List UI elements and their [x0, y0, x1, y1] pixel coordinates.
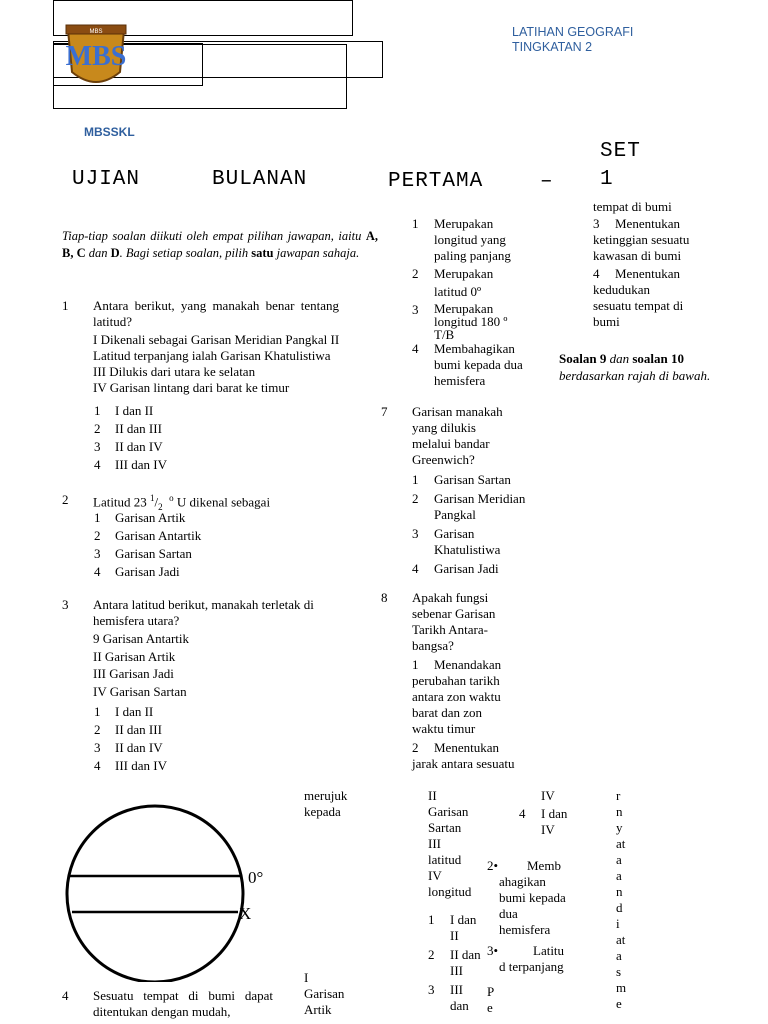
label-zero-degree: 0°	[248, 868, 264, 887]
title-line-1: LATIHAN GEOGRAFI	[512, 25, 634, 39]
option-line: bumi	[593, 314, 620, 329]
exam-title-word: 1	[600, 168, 614, 191]
option-text: Garisan Artik	[115, 510, 186, 525]
instructions-text: dan	[85, 246, 111, 260]
fraction-slash: /	[154, 494, 159, 510]
option-continuation	[593, 232, 689, 264]
fragment-line: I	[304, 970, 309, 985]
option-text: III dan IV	[115, 457, 167, 472]
instructions	[62, 228, 378, 262]
exam-title-word: –	[540, 170, 554, 193]
bullet-number: 3•	[487, 943, 499, 958]
fragment-line: merujuk	[304, 788, 348, 803]
instructions-text: D	[110, 246, 120, 260]
fragment-line: dua	[499, 906, 518, 921]
option-continuation	[412, 756, 515, 772]
option-text: I dan II	[115, 403, 154, 418]
option-number: 2	[428, 947, 435, 962]
option-number: 3	[412, 526, 419, 541]
fragment-char: i	[616, 916, 620, 931]
answer-option[interactable]	[428, 982, 495, 1014]
question-number: 1	[62, 298, 69, 313]
question-number: 7	[381, 404, 388, 419]
statement: Latitud terpanjang ialah Garisan Khatulistiwa	[93, 348, 331, 363]
option-text: I dan II	[115, 704, 154, 719]
fragment-line: Garisan	[428, 804, 469, 819]
option-number: 2	[412, 740, 419, 755]
statement: III Garisan Jadi	[93, 666, 174, 681]
instructions-text: Tiap-tiap soalan diikuti oleh empat pilihan jawapan, iaitu	[62, 229, 366, 243]
answer-option[interactable]	[412, 341, 536, 389]
answer-option[interactable]	[94, 457, 294, 475]
answer-options	[412, 472, 525, 577]
option-line: ketinggian sesuatu	[593, 232, 690, 247]
answer-option[interactable]	[593, 266, 689, 282]
answer-options	[593, 216, 689, 330]
fraction-numerator: 1	[150, 493, 155, 503]
fragment-bullet-2	[487, 858, 577, 938]
question-stem	[412, 590, 495, 654]
option-number: 4	[412, 341, 419, 356]
fragment-char: s	[616, 964, 622, 979]
option-line: Garisan Sartan	[434, 472, 511, 487]
fragment-line: II	[428, 788, 437, 803]
fragment-line: P	[487, 984, 495, 999]
question-6-options	[412, 216, 536, 389]
fragment-char: n	[616, 884, 623, 899]
question-stem: Antara berikut, yang manakah benar tentang latitud?	[93, 298, 339, 329]
answer-option[interactable]	[412, 657, 515, 673]
option-number: 3	[428, 982, 435, 997]
option-number: 3	[593, 216, 600, 231]
degree-sign: o	[169, 493, 174, 503]
option-line: bumi kepada dua	[434, 357, 523, 372]
stem-line: sebenar Garisan	[412, 606, 496, 621]
fragment-char: a	[616, 852, 622, 867]
fragment-char: n	[616, 804, 623, 819]
option-number: 4	[94, 457, 101, 472]
fragment-line: bumi kepada	[499, 890, 566, 905]
fragment-middle	[428, 788, 471, 900]
fragment-line: III	[428, 836, 441, 851]
stem-line: Garisan manakah	[412, 404, 503, 419]
option-line: paling panjang	[434, 248, 511, 263]
option-line: III	[450, 982, 463, 997]
option-text: II dan III	[115, 722, 162, 737]
fragment-line: hemisfera	[499, 922, 551, 937]
answer-option[interactable]	[94, 722, 294, 740]
option-line: Menentukan	[615, 266, 680, 281]
option-line: Garisan	[434, 526, 475, 541]
option-line: kawasan di bumi	[593, 248, 682, 263]
option-line: Merupakan	[434, 301, 494, 316]
exam-title	[0, 0, 768, 200]
fragment-char: r	[616, 788, 621, 803]
answer-option[interactable]	[519, 806, 567, 838]
statement: III Dilukis dari utara ke selatan	[93, 364, 256, 379]
option-line: sesuatu tempat di	[593, 298, 684, 313]
globe-diagram	[60, 782, 280, 982]
note-text: dan	[606, 351, 633, 366]
option-line: Garisan Meridian	[434, 491, 526, 506]
svg-text:MBS: MBS	[89, 29, 103, 35]
stem-line: Apakah fungsi	[412, 590, 489, 605]
option-number: 4	[94, 564, 101, 579]
option-line: longitud yang	[434, 232, 506, 247]
option-text: Garisan Antartik	[115, 528, 202, 543]
question-number: 4	[62, 988, 69, 1003]
option-line: dan	[450, 998, 469, 1013]
option-line: I dan	[450, 912, 477, 927]
option-number: 3	[412, 302, 419, 317]
stem-line: Greenwich?	[412, 452, 475, 467]
option-text: Garisan Jadi	[115, 564, 180, 579]
school-code: MBSSKL	[84, 125, 135, 139]
note-bold: soalan 10	[632, 351, 684, 366]
fragment-char: a	[616, 948, 622, 963]
stem-line: Tarikh Antara-	[412, 622, 488, 637]
fragment-line: Artik	[304, 1002, 332, 1017]
fragment-pe	[487, 984, 494, 1016]
question-stem	[412, 404, 503, 468]
stem-line: melalui bandar	[412, 436, 490, 451]
option-line: Khatulistiwa	[434, 542, 501, 557]
note-text: berdasarkan rajah di bawah.	[559, 368, 711, 383]
option-number: 1	[412, 657, 419, 672]
fragment-char: m	[616, 980, 627, 995]
option-text: II dan III	[115, 421, 162, 436]
note-bold: Soalan 9	[559, 351, 607, 366]
fragment-line: ahagikan	[499, 874, 546, 889]
diagram-note	[559, 350, 719, 384]
option-text: III dan IV	[115, 758, 167, 773]
option-number: 3	[94, 740, 101, 755]
fragment-line: Latitu	[533, 943, 565, 958]
exam-title-word: PERTAMA	[388, 170, 484, 193]
option-line: II	[450, 928, 459, 943]
option-line: III	[450, 963, 463, 978]
answer-option[interactable]	[94, 740, 294, 758]
answer-option[interactable]	[94, 564, 294, 582]
option-number: 2	[94, 722, 101, 737]
svg-text:MBS: MBS	[65, 41, 127, 72]
answer-option[interactable]	[94, 528, 294, 546]
option-line: Merupakan	[434, 266, 494, 281]
fragment-line: Garisan	[304, 986, 345, 1001]
answer-option[interactable]	[94, 704, 294, 722]
answer-option[interactable]	[412, 216, 536, 264]
fragment-vertical-text	[616, 788, 626, 1012]
option-line: Menentukan	[615, 216, 680, 231]
question-number: 8	[381, 590, 388, 605]
stem-line: bangsa?	[412, 638, 454, 653]
question-stem: Antara latitud berikut, manakah terletak di hemisfera utara?	[93, 597, 314, 628]
option-number: 3	[94, 546, 101, 561]
bullet-number: 2•	[487, 858, 499, 873]
exam-title-word: BULANAN	[212, 168, 308, 191]
option-line: T/B	[434, 327, 455, 342]
answer-option[interactable]	[412, 740, 515, 756]
answer-option[interactable]	[593, 216, 689, 232]
instructions-text: jawapan sahaja.	[273, 246, 360, 260]
answer-options	[94, 704, 294, 776]
option-line: waktu timur	[412, 721, 476, 736]
fragment-line: latitud	[428, 852, 462, 867]
option-number: 1	[94, 403, 101, 418]
option-number: 4	[412, 561, 419, 576]
answer-option[interactable]	[412, 302, 536, 341]
fragment-char: a	[616, 868, 622, 883]
option-number: 1	[94, 510, 101, 525]
option-line: IV	[541, 822, 555, 837]
option-line: Merupakan	[434, 216, 494, 231]
fragment-iv: IV	[541, 788, 555, 803]
title-line-2: TINGKATAN 2	[512, 40, 593, 54]
answer-options	[94, 510, 294, 582]
option-number: 2	[412, 491, 419, 506]
statement: 9 Garisan Antartik	[93, 631, 190, 646]
answer-option[interactable]	[428, 947, 492, 979]
answer-options	[94, 403, 294, 475]
instructions-text: A, B, C	[62, 229, 378, 260]
fraction-denominator: 2	[158, 501, 163, 512]
fragment-line: Memb	[527, 858, 561, 873]
option-line: Membahagikan	[434, 341, 515, 356]
option-line: latitud 0º	[434, 284, 481, 299]
exam-title-word: SET	[600, 140, 641, 163]
fragment-artik	[304, 970, 344, 1018]
fragment-char: at	[616, 836, 626, 851]
answer-option[interactable]	[94, 510, 294, 528]
label-x: X	[239, 904, 252, 923]
option-continuation	[412, 673, 515, 737]
question-stem: Sesuatu tempat di bumi dapat ditentukan dengan mudah,	[93, 988, 273, 1019]
option-line: I dan	[541, 806, 568, 821]
stem-text: Latitud 23	[93, 494, 151, 510]
stem-text: U dikenal sebagai	[173, 494, 271, 510]
option-line: Pangkal	[434, 507, 476, 522]
answer-option[interactable]	[94, 403, 294, 421]
fragment-line: d terpanjang	[499, 959, 564, 974]
option-number: 4	[593, 266, 600, 281]
fragment-line: longitud	[428, 884, 472, 899]
option-line: longitud 180 º	[434, 314, 508, 329]
fragment-char: d	[616, 900, 623, 915]
answer-option[interactable]	[94, 421, 294, 439]
option-line: II dan	[450, 947, 481, 962]
option-line: barat dan zon	[412, 705, 483, 720]
option-number: 2	[94, 528, 101, 543]
fragment-line: e	[487, 1000, 493, 1015]
globe-outline	[67, 806, 243, 982]
fragment-char: y	[616, 820, 623, 835]
stem-line: yang dilukis	[412, 420, 476, 435]
option-line: Menandakan	[434, 657, 502, 672]
fragment-options	[428, 912, 495, 1014]
option-continuation: tempat di bumi	[593, 199, 672, 214]
option-continuation	[593, 282, 689, 330]
fragment-bullet-3	[487, 943, 577, 975]
option-number: 3	[94, 439, 101, 454]
fragment-line: Sartan	[428, 820, 462, 835]
question-number: 2	[62, 492, 69, 507]
answer-option[interactable]	[412, 266, 536, 300]
answer-option[interactable]	[412, 472, 525, 488]
option-text: Garisan Sartan	[115, 546, 192, 561]
fragment-line: kepada	[304, 804, 341, 819]
option-number: 1	[428, 912, 435, 927]
fragment-char: e	[616, 996, 622, 1011]
option-number: 4	[94, 758, 101, 773]
option-number: 1	[94, 704, 101, 719]
answer-options	[412, 657, 515, 772]
question-number: 3	[62, 597, 69, 612]
question-statements	[93, 630, 189, 700]
answer-option[interactable]	[94, 758, 294, 776]
answer-option[interactable]	[428, 912, 492, 944]
answer-option[interactable]	[94, 439, 294, 457]
option-line: hemisfera	[434, 373, 486, 388]
answer-option[interactable]	[412, 491, 525, 523]
fragment-line: IV	[428, 868, 442, 883]
option-line: Menentukan	[434, 740, 499, 755]
option-number: 2	[94, 421, 101, 436]
option-text: II dan IV	[115, 439, 163, 454]
statement: IV Garisan Sartan	[93, 683, 187, 699]
instructions-text: satu	[251, 246, 274, 260]
option-number: 1	[412, 472, 419, 487]
option-line: perubahan tarikh	[412, 673, 500, 688]
option-number: 1	[412, 216, 419, 231]
exam-title-word: UJIAN	[72, 168, 141, 191]
statement: I Dikenali sebagai Garisan Meridian Pangkal II	[93, 332, 340, 347]
statement: II Garisan Artik	[93, 648, 176, 664]
option-line: kedudukan	[593, 282, 651, 297]
option-line: jarak antara sesuatu	[412, 756, 515, 771]
question-statements	[93, 332, 339, 396]
answer-option[interactable]	[412, 526, 525, 558]
statement: IV Garisan lintang dari barat ke timur	[93, 380, 290, 395]
answer-option[interactable]	[412, 561, 525, 577]
option-number: 4	[519, 806, 526, 821]
option-text: II dan IV	[115, 740, 163, 755]
fragment-char: at	[616, 932, 626, 947]
option-line: antara zon waktu	[412, 689, 501, 704]
option-number: 2	[412, 266, 419, 281]
option-line: Garisan Jadi	[434, 561, 499, 576]
instructions-text: . Bagi setiap soalan, pilih	[119, 246, 252, 260]
answer-option[interactable]	[94, 546, 294, 564]
fragment-merujuk	[304, 788, 347, 820]
